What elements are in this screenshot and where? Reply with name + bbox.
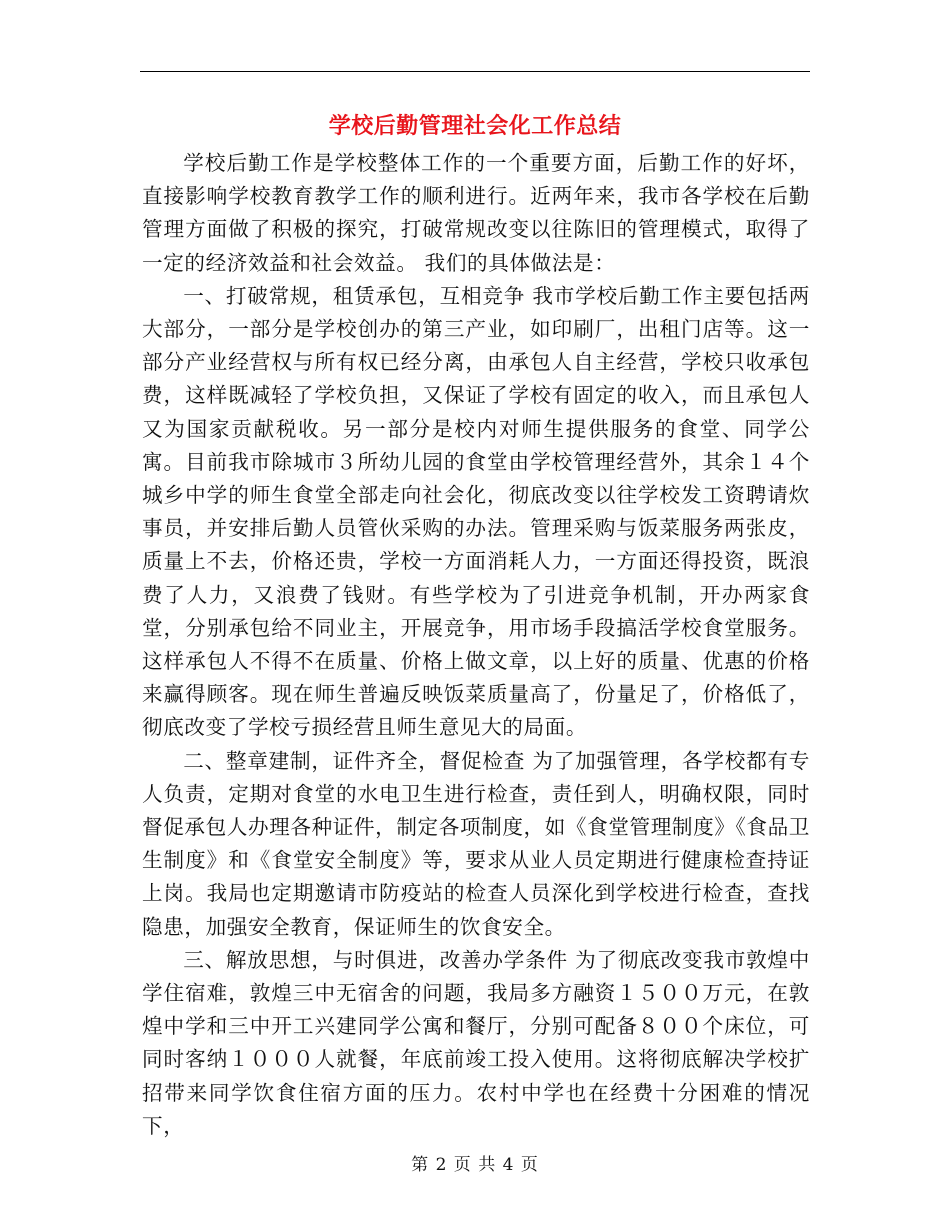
paragraph-intro: 学校后勤工作是学校整体工作的一个重要方面，后勤工作的好坏，直接影响学校教育教学工作的顺利进行。近两年来，我市各学校在后勤管理方面做了积极的探究，打破常规改变以往陈旧的管理模式，取得了一定的经济效益和社会效益。 我们的具体做法是： [142, 151, 810, 275]
header-rule [140, 71, 810, 72]
paragraph-section-3: 三、解放思想，与时俱进，改善办学条件 为了彻底改变我市敦煌中学住宿难，敦煌三中无宿舍的问题，我局多方融资１５００万元，在敦煌中学和三中开工兴建同学公寓和餐厅，分别可配备８００个床位，可同时客纳１０００人就餐，年底前竣工投入使用。这将彻底解决学校扩招带来同学饮食住宿方面的压力。农村中学也在经费十分困难的情况下， [142, 947, 810, 1138]
page-number-footer: 第 2 页 共 4 页 [411, 1155, 539, 1175]
document-body [142, 147, 810, 1143]
paragraph-section-1: 一、打破常规，租赁承包，互相竞争 我市学校后勤工作主要包括两大部分，一部分是学校创办的第三产业，如印刷厂，出租门店等。这一部分产业经营权与所有权已经分离，由承包人自主经营，学校只收承包费，这样既减轻了学校负担，又保证了学校有固定的收入，而且承包人又为国家贡献税收。另一部分是校内对师生提供服务的食堂、同学公寓。目前我市除城市３所幼儿园的食堂由学校管理经营外，其余１４个城乡中学的师生食堂全部走向社会化，彻底改变以往学校发工资聘请炊事员，并安排后勤人员管伙采购的办法。管理采购与饭菜服务两张皮，质量上不去，价格还贵，学校一方面消耗人力，一方面还得投资，既浪费了人力，又浪费了钱财。有些学校为了引进竞争机制，开办两家食堂，分别承包给不同业主，开展竞争，用市场手段搞活学校食堂服务。这样承包人不得不在质量、价格上做文章，以上好的质量、优惠的价格来赢得顾客。现在师生普遍反映饭菜质量高了，份量足了，价格低了，彻底改变了学校亏损经营且师生意见大的局面。 [142, 283, 810, 740]
paragraph-section-2: 二、整章建制，证件齐全，督促检查 为了加强管理，各学校都有专人负责，定期对食堂的水电卫生进行检查，责任到人，明确权限，同时督促承包人办理各种证件，制定各项制度，如《食堂管理制度》《食品卫生制度》和《食堂安全制度》等，要求从业人员定期进行健康检查持证上岗。我局也定期邀请市防疫站的检查人员深化到学校进行检查，查找隐患，加强安全教育，保证师生的饮食安全。 [142, 748, 810, 939]
document-title: 学校后勤管理社会化工作总结 [328, 113, 622, 139]
